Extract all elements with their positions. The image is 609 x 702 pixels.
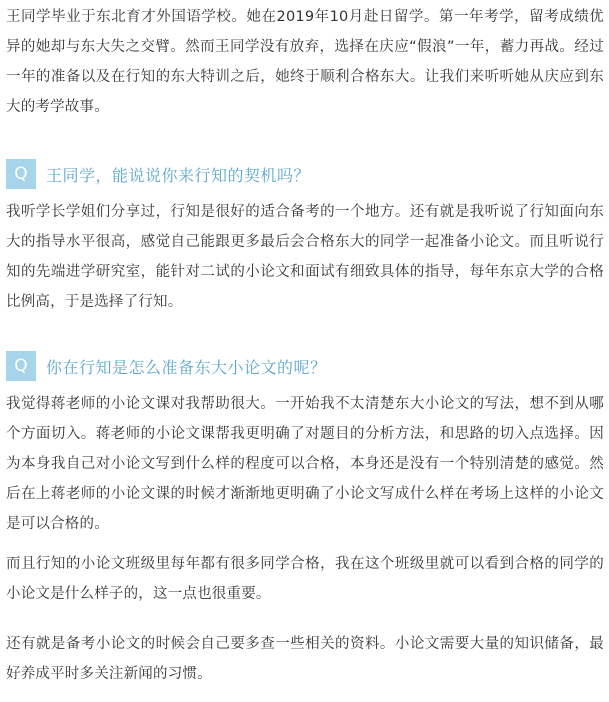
question-text: 你在行知是怎么准备东大小论文的呢？: [46, 357, 327, 377]
q-badge-icon: Q: [6, 351, 36, 381]
intro-paragraph: 王同学毕业于东北育才外国语学校。她在2019年10月赴日留学。第一年考学，留考成绩优异的她却与东大失之交臂。然而王同学没有放弃，选择在庆应“假浪”一年，蓄力再战。经过一年的准备以及在行知的东大特训之后，她终于顺利合格东大。让我们来听听她从庆应到东大的考学故事。: [6, 9, 604, 115]
answer-paragraph: 还有就是备考小论文的时候会自己要多查一些相关的资料。小论文需要大量的知识储备，最好养成平时多关注新闻的习惯。: [6, 636, 604, 682]
question-heading-1: [6, 159, 604, 189]
answer-paragraph: 我觉得蒋老师的小论文课对我帮助很大。一开始我不太清楚东大小论文的写法，想不到从哪个方面切入。蒋老师的小论文课帮我更明确了对题目的分析方法，和思路的切入点选择。因为本身我自己对小论文写到什么样的程度可以合格，本身还是没有一个特别清楚的感觉。然后在上蒋老师的小论文课的时候才渐渐地更明确了小论文写成什么样在考场上这样的小论文是可以合格的。: [6, 396, 604, 532]
answer-paragraph: 而且行知的小论文班级里每年都有很多同学合格，我在这个班级里就可以看到合格的同学的小论文是什么样子的，这一点也很重要。: [6, 556, 604, 602]
question-heading-2: [6, 351, 604, 381]
answer-paragraph: 我听学长学姐们分享过，行知是很好的适合备考的一个地方。还有就是我听说了行知面向东大的指导水平很高，感觉自己能跟更多最后会合格东大的同学一起准备小论文。而且听说行知的先端进学研究室，能针对二试的小论文和面试有细致具体的指导，每年东京大学的合格比例高，于是选择了行知。: [6, 204, 604, 310]
question-text: 王同学，能说说你来行知的契机吗？: [46, 165, 311, 185]
q-badge-icon: Q: [6, 159, 36, 189]
